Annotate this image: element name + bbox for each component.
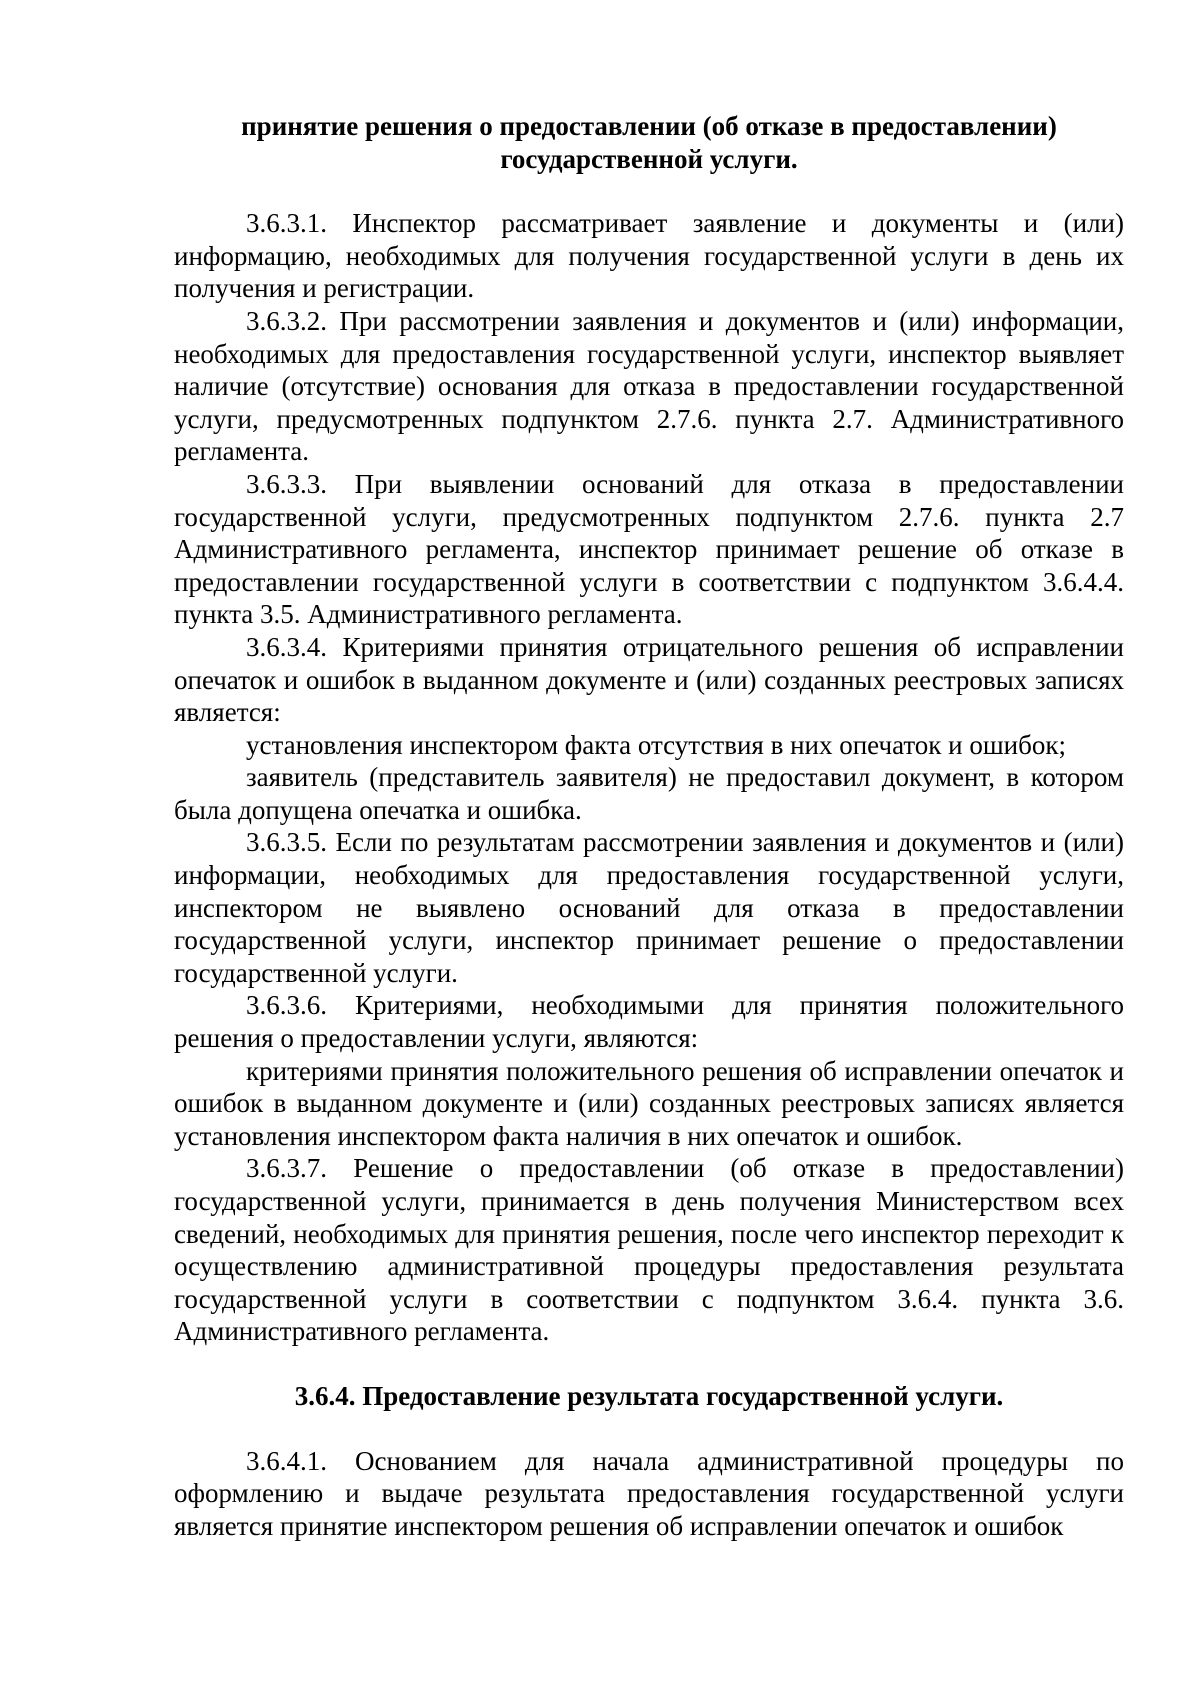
- paragraph-3-6-3-1: 3.6.3.1. Инспектор рассматривает заявление и документы и (или) информацию, необходимых для получения государственной услуги в день их получения и регистрации.: [174, 208, 1124, 304]
- paragraph-3-6-3-7: 3.6.3.7. Решение о предоставлении (об отказе в предоставлении) государственной услуги, принимается в день получения Министерством всех сведений, необходимых для принятия решения, после чего инспектор переходит к осуществлению административной процедуры предоставления результата государственной услуги в соответствии с подпунктом 3.6.4. пункта 3.6. Административного регламента.: [174, 1153, 1124, 1347]
- paragraph-3-6-3-5: 3.6.3.5. Если по результатам рассмотрении заявления и документов и (или) информации, необходимых для предоставления государственной услуги, инспектором не выявлено оснований для отказа в предоставлении государственной услуги, инспектор принимает решение о предоставлении государственной услуги.: [174, 827, 1124, 988]
- subsection-heading-3-6-4: 3.6.4. Предоставление результата государственной услуги.: [294, 1380, 1004, 1411]
- paragraph-3-6-3-3: 3.6.3.3. При выявлении оснований для отказа в предоставлении государственной услуги, предусмотренных подпунктом 2.7.6. пункта 2.7 Административного регламента, инспектор принимает решение об отказе в предоставлении государственной услуги в соответствии с подпунктом 3.6.4.4. пункта 3.5. Административного регламента.: [174, 468, 1124, 630]
- paragraph-criterion-2: заявитель (представитель заявителя) не предоставил документ, в котором была допущена опечатка и ошибка.: [174, 762, 1124, 825]
- paragraph-3-6-3-6: 3.6.3.6. Критериями, необходимыми для принятия положительного решения о предоставлении услуги, являются:: [174, 990, 1124, 1054]
- document-page: [174, 110, 1124, 1542]
- paragraph-criterion-1: установления инспектором факта отсутствия в них опечаток и ошибок;: [246, 729, 1066, 760]
- paragraph-positive-criterion: критериями принятия положительного решения об исправлении опечаток и ошибок в выданном документе и (или) созданных реестровых записях является установления инспектором факта наличия в них опечаток и ошибок.: [174, 1055, 1124, 1151]
- paragraph-3-6-3-2: 3.6.3.2. При рассмотрении заявления и документов и (или) информации, необходимых для предоставления государственной услуги, инспектор выявляет наличие (отсутствие) основания для отказа в предоставлении государственной услуги, предусмотренных подпунктом 2.7.6. пункта 2.7. Административного регламента.: [174, 305, 1124, 467]
- paragraph-3-6-4-1: 3.6.4.1. Основанием для начала административной процедуры по оформлению и выдаче результата предоставления государственной услуги является принятие инспектором решения об исправлении опечаток и ошибок: [174, 1445, 1124, 1541]
- section-heading: принятие решения о предоставлении (об отказе в предоставлении) государственной услуги.: [241, 111, 1057, 174]
- paragraph-3-6-3-4: 3.6.3.4. Критериями принятия отрицательного решения об исправлении опечаток и ошибок в выданном документе и (или) созданных реестровых записях является:: [174, 631, 1124, 728]
